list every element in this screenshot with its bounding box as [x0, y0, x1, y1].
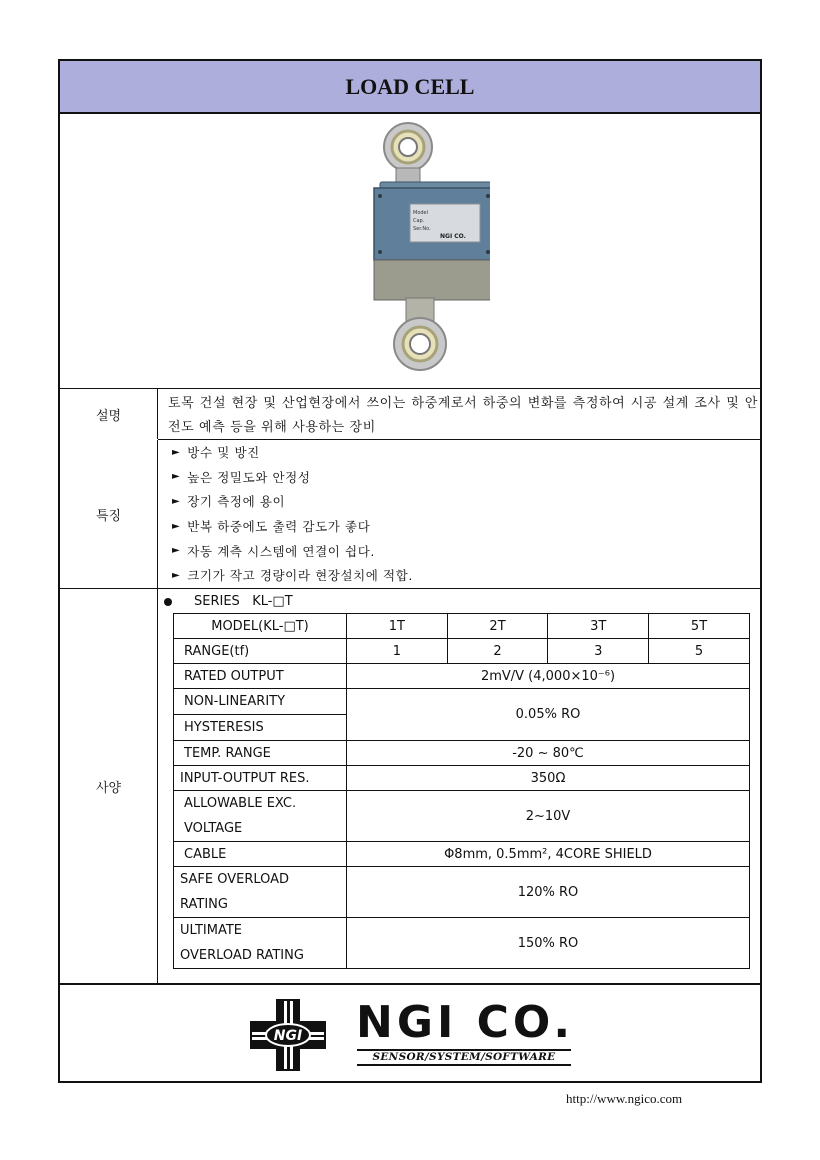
feature-item: ► 장기 측정에 용이 — [172, 494, 286, 510]
plate-serial-text: Ser.No. — [413, 226, 431, 232]
safe-overload-value: 120% RO — [347, 867, 750, 918]
plate-cap-text: Cap. — [413, 218, 425, 224]
description-label: 설명 — [60, 389, 158, 439]
io-res-value: 350Ω — [347, 766, 750, 791]
model-label: MODEL(KL-□T) — [174, 614, 347, 639]
table-row — [174, 741, 750, 766]
pointer-icon: ► — [172, 569, 181, 581]
range-cell: 3 — [548, 639, 649, 664]
pointer-icon: ► — [172, 495, 181, 507]
range-cell: 5 — [649, 639, 750, 664]
features-list — [172, 440, 413, 588]
accuracy-labels — [174, 689, 347, 741]
table-row — [174, 918, 750, 969]
voltage-label-line1: ALLOWABLE EXC. — [184, 796, 297, 811]
safe-label-line2: RATING — [180, 897, 228, 912]
plate-brand-text: NGI CO. — [440, 233, 466, 240]
temp-label: TEMP. RANGE — [174, 741, 347, 766]
table-row — [174, 791, 750, 842]
table-row — [174, 766, 750, 791]
feature-item: ► 높은 정밀도와 안정성 — [172, 469, 311, 485]
voltage-labels — [174, 791, 347, 842]
pointer-icon: ► — [172, 520, 181, 532]
feature-item: ► 방수 및 방진 — [172, 445, 260, 461]
description-body — [158, 389, 760, 440]
feature-item: ► 반복 하중에도 출력 감도가 좋다 — [172, 519, 371, 535]
table-row — [174, 639, 750, 664]
description-text: 토목 건설 현장 및 산업현장에서 쓰이는 하중계로서 하중의 변화를 측정하여 시공 설계 조사 및 안전도 예측 등을 위해 사용하는 장비 — [168, 396, 758, 435]
voltage-value: 2~10V — [347, 791, 750, 842]
pointer-icon: ► — [172, 446, 181, 458]
ultimate-overload-labels — [174, 918, 347, 969]
company-tagline: SENSOR/SYSTEM/SOFTWARE — [357, 1049, 571, 1066]
ngi-cross-logo-icon — [250, 999, 326, 1071]
accuracy-value: 0.05% RO — [347, 689, 750, 741]
range-cell: 1 — [347, 639, 448, 664]
voltage-label-line2: VOLTAGE — [184, 821, 243, 836]
product-photo-area — [60, 114, 760, 389]
table-row — [174, 867, 750, 918]
pointer-icon: ► — [172, 545, 181, 557]
safe-overload-labels — [174, 867, 347, 918]
rated-output-label: RATED OUTPUT — [174, 664, 347, 689]
cable-value: Φ8mm, 0.5mm², 4CORE SHIELD — [347, 842, 750, 867]
spec-table — [173, 613, 750, 969]
bullet-icon — [164, 598, 172, 606]
website-url: http://www.ngico.com — [566, 1091, 683, 1106]
safe-label-line1: SAFE OVERLOAD — [180, 872, 290, 887]
temp-value: -20 ~ 80℃ — [347, 741, 750, 766]
hysteresis-label: HYSTERESIS — [174, 714, 346, 740]
range-cell: 2 — [447, 639, 548, 664]
ult-label-line1: ULTIMATE — [180, 923, 242, 938]
pointer-icon: ► — [172, 471, 181, 483]
ultimate-overload-value: 150% RO — [347, 918, 750, 969]
logo-mark-text: NGI — [273, 1028, 303, 1044]
rated-output-value: 2mV/V (4,000×10⁻⁶) — [347, 664, 750, 689]
ult-label-line2: OVERLOAD RATING — [180, 948, 304, 963]
model-cell: 2T — [447, 614, 548, 639]
model-cell: 3T — [548, 614, 649, 639]
table-row — [174, 614, 750, 639]
model-cell: 5T — [649, 614, 750, 639]
spec-label: 사양 — [60, 589, 158, 983]
table-row — [174, 842, 750, 867]
company-name: NGI CO. — [356, 997, 575, 1048]
load-cell-photo — [340, 120, 490, 380]
series-heading: SERIES KL-□T — [164, 594, 293, 609]
range-label: RANGE(tf) — [174, 639, 347, 664]
divider — [60, 588, 760, 589]
cable-label: CABLE — [174, 842, 347, 867]
io-res-label: INPUT-OUTPUT RES. — [174, 766, 347, 791]
feature-item: ► 자동 계측 시스템에 연결이 쉽다. — [172, 543, 375, 559]
title-bar — [60, 61, 760, 114]
page-title: LOAD CELL — [345, 73, 475, 99]
feature-item: ► 크기가 작고 경량이라 현장설치에 적합. — [172, 568, 413, 584]
nonlinearity-label: NON-LINEARITY — [184, 694, 286, 709]
features-body — [158, 440, 760, 588]
datasheet — [58, 59, 762, 1083]
model-cell: 1T — [347, 614, 448, 639]
company-logo — [60, 985, 760, 1081]
table-row — [174, 664, 750, 689]
table-row — [174, 689, 750, 741]
plate-model-text: Model — [413, 210, 429, 216]
features-label: 특징 — [60, 440, 158, 588]
